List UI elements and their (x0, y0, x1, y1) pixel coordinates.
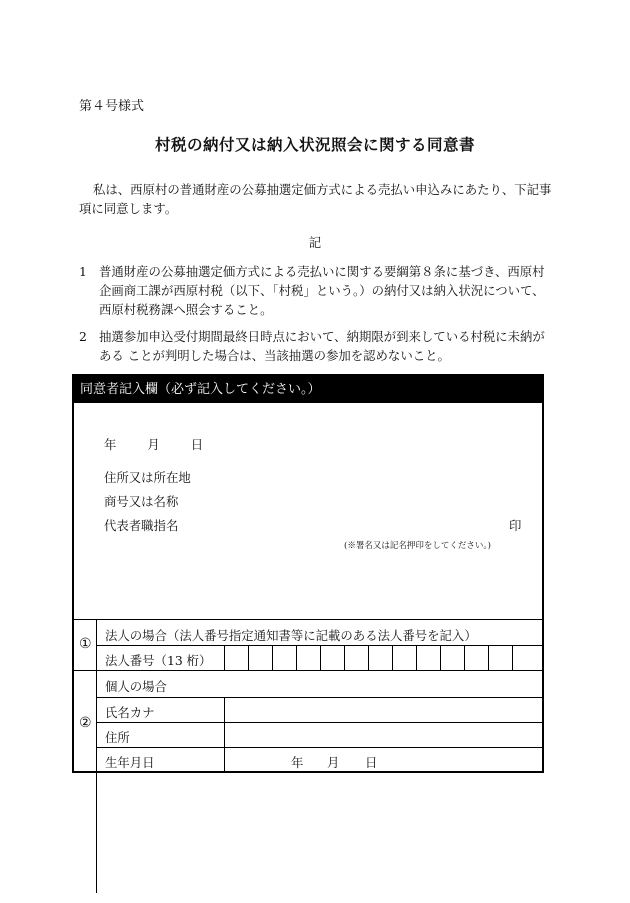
clause-number: 2 (79, 329, 87, 344)
clause-number: 1 (79, 264, 87, 279)
individual-address-input[interactable] (225, 723, 542, 747)
dob-day-field[interactable]: 日 (365, 755, 378, 770)
corporate-number-digit-cell[interactable] (344, 645, 368, 670)
date-line (104, 435, 230, 453)
dob-month-field[interactable]: 月 (327, 755, 340, 770)
section-divider (74, 619, 542, 620)
dob-year-field[interactable]: 年 (291, 755, 304, 770)
corporate-number-digit-cell[interactable] (224, 645, 248, 670)
corporate-number-digit-cell[interactable] (272, 645, 296, 670)
clause-text: 抽選参加申込受付期間最終日時点において、納期限が到来している村税に未納がある ことが判明した場合は、当該抽選の参加を認めないこと。 (99, 329, 545, 363)
clause-1 (79, 262, 555, 319)
marker-column-divider (96, 619, 97, 893)
representative-label: 代表者職指名 (104, 518, 179, 533)
individual-heading: 個人の場合 (105, 679, 167, 694)
corporation-marker: ① (79, 636, 92, 652)
corporate-number-digit-cell[interactable] (368, 645, 392, 670)
clause-text: 普通財産の公募抽選定価方式による売払いに関する要綱第８条に基づき、西原村企画商工課が西原村税（以下、「村税」という。）の納付又は納入状況について、西原村税務課へ照会すること。 (99, 264, 545, 317)
corporate-number-digit-cell[interactable] (512, 645, 536, 670)
form-number: 第４号様式 (79, 99, 145, 114)
date-month-field[interactable]: 月 (147, 437, 160, 452)
document-title: 村税の納付又は納入状況照会に関する同意書 (154, 135, 475, 154)
trade-name-label: 商号又は名称 (104, 494, 179, 509)
date-day-field[interactable]: 日 (190, 437, 204, 452)
section-divider (74, 670, 542, 671)
address-label: 住所又は所在地 (104, 470, 191, 485)
consent-box-header: 同意者記入欄（必ず記入してください。） (74, 376, 542, 403)
corporate-number-digit-cell[interactable] (464, 645, 488, 670)
intro-paragraph: 私は、西原村の普通財産の公募抽選定価方式による売払い申込みにあたり、下記事項に同意します。 (79, 182, 552, 216)
signature-note: (※署名又は記名押印をしてください。) (344, 541, 491, 551)
corporate-number-digit-cell[interactable] (248, 645, 272, 670)
dob-label: 生年月日 (105, 755, 155, 770)
row-divider (96, 747, 542, 748)
corporate-number-digit-cell[interactable] (416, 645, 440, 670)
corporate-number-digit-cell[interactable] (320, 645, 344, 670)
corporation-heading: 法人の場合（法人番号指定通知書等に記載のある法人番号を記入） (105, 628, 477, 643)
corporate-number-digit-cell[interactable] (392, 645, 416, 670)
corporate-number-digit-cell[interactable] (296, 645, 320, 670)
clause-2 (79, 327, 555, 365)
kana-input[interactable] (225, 698, 542, 722)
corporate-number-digit-cell[interactable] (488, 645, 512, 670)
date-year-field[interactable]: 年 (104, 437, 117, 452)
individual-address-label: 住所 (105, 730, 130, 745)
individual-marker: ② (79, 715, 92, 731)
consent-box (72, 374, 544, 773)
seal-mark: 印 (509, 518, 522, 533)
ki-heading: 記 (308, 235, 322, 250)
kana-label: 氏名カナ (105, 705, 155, 720)
corporate-number-digit-cell[interactable] (440, 645, 464, 670)
corporate-number-label: 法人番号（13 桁） (105, 653, 212, 668)
